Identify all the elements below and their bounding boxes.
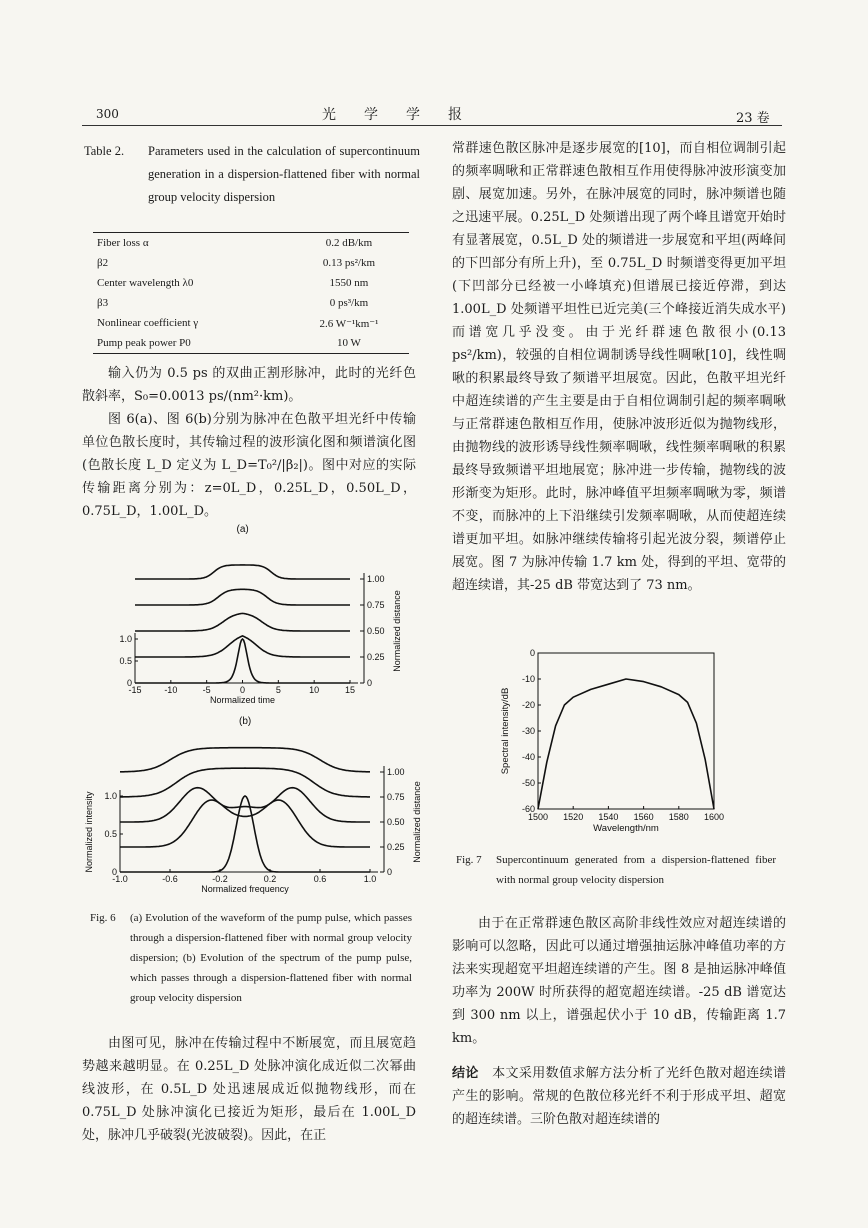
- param-value: 2.6 W⁻¹km⁻¹: [319, 317, 379, 330]
- fig7-label: Fig. 7: [456, 854, 482, 866]
- param-name: Center wavelength λ0: [97, 277, 194, 289]
- table-row: [93, 253, 409, 273]
- param-value: 0.13 ps²/km: [322, 257, 376, 269]
- y-tick-label: -50: [521, 778, 535, 788]
- journal-title: 光 学 学 报: [322, 107, 462, 123]
- x-tick-label: 5: [275, 685, 281, 695]
- right-tick-label: 0: [387, 867, 393, 877]
- figure-6a: [80, 520, 420, 710]
- x-tick-label: 1.0: [363, 874, 377, 884]
- conclusion-label: 结论: [452, 1066, 479, 1081]
- header-rule: [82, 125, 782, 126]
- fig7-caption-block: [456, 850, 776, 890]
- y-tick-label: 1.0: [119, 634, 132, 644]
- y-axis-label: Spectral intensity/dB: [500, 687, 511, 775]
- x-tick-label: 1540: [598, 812, 619, 822]
- x-tick-label: -10: [164, 685, 178, 695]
- param-value: 10 W: [289, 333, 409, 354]
- param-name: Nonlinear coefficient γ: [97, 317, 199, 329]
- y-tick-label: 0: [529, 648, 535, 658]
- y-tick-label: 0: [111, 867, 117, 877]
- panel-label: (a): [236, 524, 249, 535]
- param-name: β3: [97, 297, 109, 309]
- figure-7: [494, 645, 744, 845]
- paragraph: 图 6(a)、图 6(b)分别为脉冲在色散平坦光纤中传输单位色散长度时，其传输过程的波形演化图和频谱演化图(色散长度 L_D 定义为 L_D=T₀²/|β₂|)。图中对应的实际传输距离分别为：z=0L_D，0.25L_D，0.50L_D，0.75L_D，1.00L_D。: [82, 412, 416, 519]
- table2-label: Table 2.: [84, 144, 125, 158]
- conclusion-paragraph: [452, 1062, 786, 1131]
- table-row: [93, 313, 409, 333]
- paragraph: 由于在正常群速色散区高阶非线性效应对超连续谱的影响可以忽略，因此可以通过增强抽运脉冲峰值功率的方法来实现超宽平坦超连续谱的产生。图 8 是抽运脉冲峰值功率为 200W 时所获得的超宽超连续谱。-25 dB 谱宽达到 300 nm 以上，谱强起伏小于 10 dB，传输距离 1.7 km。: [452, 916, 786, 1046]
- figure-6b: [80, 712, 420, 904]
- table2: [93, 232, 409, 354]
- table-row: [93, 233, 409, 254]
- right-tick-label: 1.00: [387, 767, 405, 777]
- y-axis-label: Normalized intensity: [84, 791, 94, 873]
- page-number: 300: [96, 107, 119, 121]
- y-tick-label: 1.0: [104, 791, 117, 801]
- fig7-caption: Supercontinuum generated from a dispersion-flattened fiber with normal group velocity dispersion: [496, 854, 776, 886]
- table-row: [93, 333, 409, 354]
- conclusion-text: 本文采用数值求解方法分析了光纤色散对超连续谱产生的影响。常规的色散位移光纤不利于形成平坦、超宽的超连续谱。三阶色散对超连续谱的: [452, 1066, 786, 1127]
- x-tick-label: 1560: [633, 812, 654, 822]
- series-line-z0: [120, 796, 370, 872]
- right-tick-label: 0.75: [367, 600, 385, 610]
- right-tick-label: 0.50: [367, 626, 385, 636]
- table-row: [93, 293, 409, 313]
- right-axis-label: Normalized distance: [392, 590, 402, 672]
- fig6-caption: (a) Evolution of the waveform of the pump pulse, which passes through a dispersion-flattened fiber with normal group velocity dispersion; (b) Evolution of the spectrum of the pump pulse, which passes through a dispersion-flattened fiber with normal group velocity dispersion: [130, 912, 412, 1004]
- right-tick-label: 0.25: [367, 652, 385, 662]
- y-tick-label: 0.5: [104, 829, 117, 839]
- param-name: β2: [97, 257, 109, 269]
- paragraph: 由图可见，脉冲在传输过程中不断展宽，而且展宽趋势越来越明显。在 0.25L_D 处脉冲演化成近似二次幂曲线波形，在 0.5L_D 处迅速展成近似抛物线形，而在 0.75L_D 处脉冲演化已接近为矩形，最后在 1.00L_D 处，脉冲几乎破裂(光波破裂)。因此，在正: [82, 1036, 416, 1143]
- spectrum-line: [538, 679, 714, 809]
- x-tick-label: 0.6: [313, 874, 327, 884]
- series-line-z0.5: [135, 613, 350, 631]
- y-tick-label: -10: [521, 674, 535, 684]
- volume: 23 卷: [736, 111, 770, 126]
- param-value: 0 ps³/km: [329, 297, 369, 309]
- x-axis-label: Normalized time: [209, 695, 276, 705]
- paragraph: 常群速色散区脉冲是逐步展宽的[10]，而自相位调制引起的频率啁啾和正常群速色散相互作用使得脉冲波形演变加剧、展宽加速。另外，在脉冲展宽的同时，脉冲频谱也随之迅速平展。0.25L_D 处频谱出现了两个峰且谱宽开始时有显著展宽，0.5L_D 处的频谱进一步展宽和平坦(两峰间的下凹部分有所上升)，至 0.75L_D 时频谱变得更加平坦(下凹部分已经被一小峰填充)但谱展已接近停滞，到达 1.00L_D 处频谱平坦性已近完美(三个峰接近消失成水平)而谱宽几乎没变。由于光纤群速色散很小(0.13 ps²/km)，较强的自相位调制诱导线性啁啾[10]，线性啁啾的积累最终导致了频谱平坦展宽。因此，色散平坦光纤中超连续谱的产生主要是由于自相位调制引起的频率啁啾与正常群速色散相互作用，使脉冲波形近似为抛物线形，由抛物线的波形诱导线性频率啁啾，线性频率啁啾的积累最终导致频谱平坦地展宽；脉冲进一步传输，抛物线的波形渐变为矩形。此时，脉冲峰值平坦频率啁啾为零，频谱不变，而脉冲的上下沿继续引发频率啁啾，从而使超连续谱更加平坦。如脉冲继续传输将引起光波分裂，频谱停止展宽。图 7 为脉冲传输 1.7 km 处，得到的平坦、宽带的超连续谱，其-25 dB 带宽达到了 73 nm。: [452, 141, 786, 593]
- y-tick-label: -40: [521, 752, 535, 762]
- right-tick-label: 1.00: [367, 574, 385, 584]
- x-tick-label: -0.6: [162, 874, 178, 884]
- y-tick-label: -60: [521, 804, 535, 814]
- series-line-z0.75: [135, 589, 350, 605]
- x-tick-label: 15: [344, 685, 356, 695]
- right-tick-label: 0.75: [387, 792, 405, 802]
- x-tick-label: 1600: [703, 812, 725, 822]
- param-value: 1550 nm: [329, 277, 369, 289]
- series-line-z0: [135, 639, 350, 683]
- right-column-top: [452, 137, 786, 597]
- x-tick-label: -1.0: [112, 874, 128, 884]
- panel-label: (b): [239, 716, 252, 727]
- x-tick-label: -0.2: [212, 874, 228, 884]
- x-tick-label: 1520: [563, 812, 584, 822]
- fig6-label: Fig. 6: [90, 912, 116, 924]
- plot-frame: [538, 653, 714, 809]
- x-tick-label: 10: [309, 685, 320, 695]
- left-column-bottom: [82, 1032, 416, 1147]
- right-tick-label: 0.50: [387, 817, 405, 827]
- y-tick-label: 0: [126, 678, 132, 688]
- x-axis-label: Normalized frequency: [201, 884, 289, 894]
- y-tick-label: -20: [521, 700, 535, 710]
- x-tick-label: 0.2: [263, 874, 277, 884]
- right-axis-label: Normalized distance: [412, 781, 422, 863]
- y-tick-label: -30: [521, 726, 535, 736]
- x-axis-label: Wavelength/nm: [593, 823, 659, 834]
- x-tick-label: 1500: [527, 812, 549, 822]
- series-line-z0.75: [120, 768, 370, 797]
- param-name: Pump peak power P0: [93, 333, 289, 354]
- table2-caption-block: [84, 140, 420, 209]
- series-line-z1: [135, 565, 350, 579]
- table-row: [93, 273, 409, 293]
- param-value: 0.2 dB/km: [289, 233, 409, 254]
- left-column-top: [82, 362, 416, 523]
- fig6-caption-block: [90, 908, 412, 1008]
- x-tick-label: 0: [239, 685, 246, 695]
- right-column-bottom: [452, 912, 786, 1131]
- right-tick-label: 0: [367, 678, 373, 688]
- right-tick-label: 0.25: [387, 842, 405, 852]
- table2-caption: Parameters used in the calculation of supercontinuum generation in a dispersion-flattened fiber with normal group velocity dispersion: [148, 144, 420, 204]
- x-tick-label: -5: [202, 685, 211, 695]
- y-tick-label: 0.5: [119, 656, 132, 666]
- x-tick-label: -15: [128, 685, 142, 695]
- x-tick-label: 1580: [668, 812, 689, 822]
- param-name: Fiber loss α: [93, 233, 289, 254]
- paragraph: 输入仍为 0.5 ps 的双曲正割形脉冲，此时的光纤色散斜率，S₀=0.0013 ps/(nm²·km)。: [82, 366, 416, 404]
